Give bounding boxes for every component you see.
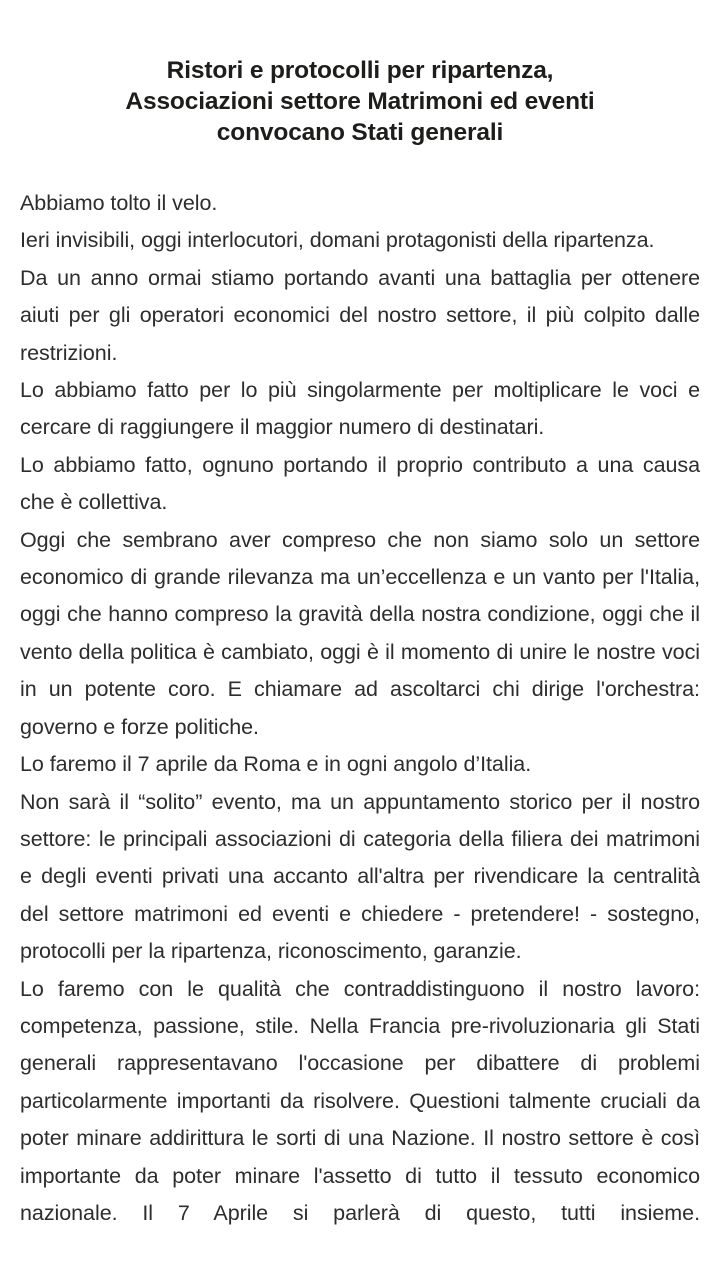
page-title-line-1: Ristori e protocolli per ripartenza, xyxy=(166,57,554,84)
paragraph: Lo faremo con le qualità che contraddistinguono il nostro lavoro: competenza, passione, stile. Nella Francia pre-rivoluzionaria gli Stati generali rappresentavano l'occasione per dibattere di problemi particolarmente importanti da risolvere. Questioni talmente cruciali da poter minare addirittura le sorti di una Nazione. Il nostro settore è così importante da poter minare l'assetto di tutto il tessuto economico nazionale. Il 7 Aprile si parlerà di questo, tutti insieme. xyxy=(20,976,700,1225)
paragraph: Lo abbiamo fatto, ognuno portando il proprio contributo a una causa che è collettiva. xyxy=(20,452,700,515)
paragraph: Abbiamo tolto il velo. xyxy=(20,191,218,215)
paragraph: Ieri invisibili, oggi interlocutori, domani protagonisti della ripartenza. xyxy=(20,228,655,253)
paragraph: Non sarà il “solito” evento, ma un appuntamento storico per il nostro settore: le principali associazioni di categoria della filiera dei matrimoni e degli eventi privati una accanto all'altra per rivendicare la centralità del settore matrimoni ed eventi e chiedere - pretendere! - sostegno, protocolli per la ripartenza, riconoscimento, garanzie. xyxy=(20,789,700,964)
page-title-line-2: Associazioni settore Matrimoni ed eventi xyxy=(125,88,595,115)
paragraph: Oggi che sembrano aver compreso che non siamo solo un settore economico di grande rilevanza ma un’eccellenza e un vanto per l'Italia, oggi che hanno compreso la gravità della nostra condizione, oggi che il vento della politica è cambiato, oggi è il momento di unire le nostre voci in un potente coro. E chiamare ad ascoltarci chi dirige l'orchestra: governo e forze politiche. xyxy=(20,527,700,739)
article-body xyxy=(20,185,700,1232)
paragraph: Lo abbiamo fatto per lo più singolarmente per moltiplicare le voci e cercare di raggiungere il maggior numero di destinatari. xyxy=(20,378,700,440)
paragraph: Da un anno ormai stiamo portando avanti una battaglia per ottenere aiuti per gli operatori economici del nostro settore, il più colpito dalle restrizioni. xyxy=(20,265,700,365)
paragraph: Lo faremo il 7 aprile da Roma e in ogni angolo d’Italia. xyxy=(20,752,532,777)
page-title-line-3: convocano Stati generali xyxy=(216,119,504,146)
page-title xyxy=(20,0,700,148)
